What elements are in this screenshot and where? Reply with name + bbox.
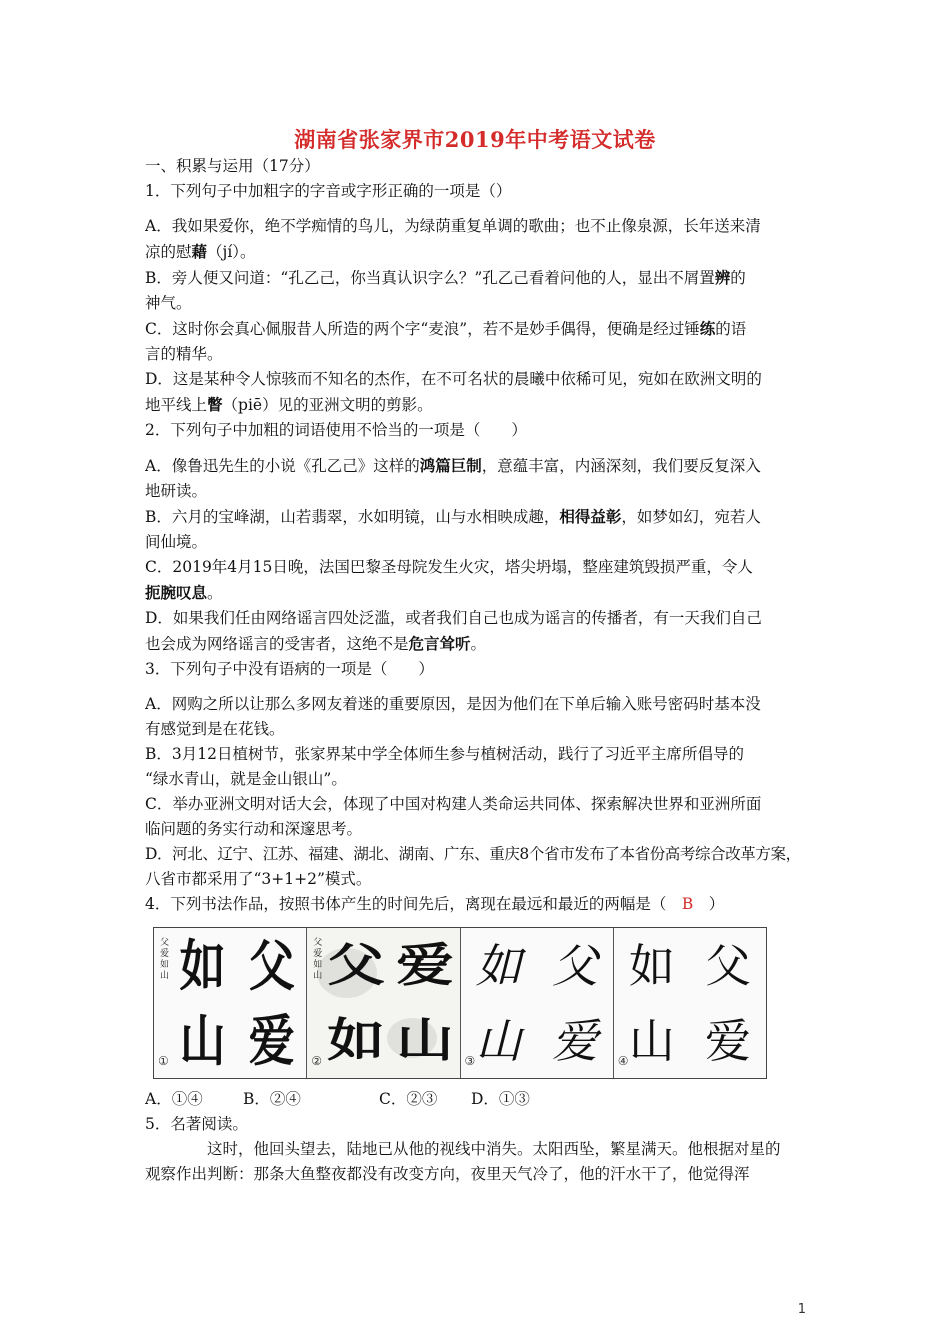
bold-char: 练 <box>699 319 716 338</box>
bold-phrase: 相得益彰 <box>559 507 622 526</box>
calligraphy-char: 如 <box>179 933 226 998</box>
calligraphy-char: 爱 <box>551 1013 598 1068</box>
calligraphy-char: 如 <box>327 1014 385 1066</box>
q3-option-d-cont: 八省市都采用了“3+1+2”模式。 <box>145 870 372 888</box>
q2-option-b-cont: 间仙境。 <box>145 533 208 551</box>
q1-option-d-cont: 地平线上瞥（piē）见的亚洲文明的剪影。 <box>145 395 433 414</box>
bold-char: 藉 <box>191 242 208 261</box>
q1-option-b: B．旁人便又问道：“孔乙己，你当真认识字么？”孔乙己看着问他的人，显出不屑置辨的 <box>145 268 746 287</box>
q2-option-a: A．像鲁迅先生的小说《孔乙己》这样的鸿篇巨制，意蕴丰富，内涵深刻，我们要反复深入 <box>145 456 761 475</box>
panel-number: ③ <box>464 1054 476 1068</box>
calligraphy-image <box>153 927 767 1079</box>
calligraphy-panel-3 <box>461 928 614 1078</box>
q3-option-b-cont: “绿水青山，就是金山银山”。 <box>145 770 347 788</box>
panel-inscription: 父爱如山 <box>313 938 323 981</box>
calligraphy-char: 如 <box>628 938 675 993</box>
q5-passage-line-1: 这时，他回头望去，陆地已从他的视线中消失。太阳西坠，繁星满天。他根据对星的 <box>207 1140 781 1158</box>
q3-option-d: D．河北、辽宁、江苏、福建、湖北、湖南、广东、重庆8个省市发布了本省份高考综合改革方案， <box>145 845 801 863</box>
calligraphy-char: 如 <box>475 938 522 993</box>
q2-option-a-cont: 地研读。 <box>145 482 208 500</box>
exam-title: 湖南省张家界市2019年中考语文试卷 <box>294 127 656 152</box>
q3-option-c: C．举办亚洲文明对话大会，体现了中国对构建人类命运共同体、探索解决世界和亚洲所面 <box>145 795 762 813</box>
q1-option-a-cont: 凉的慰藉（jí）。 <box>145 242 256 261</box>
q4-option-a: A．①④ <box>145 1090 203 1108</box>
calligraphy-panel-1 <box>154 928 307 1078</box>
calligraphy-panel-4 <box>614 928 766 1078</box>
bold-phrase: 扼腕叹息 <box>145 583 208 602</box>
panel-number: ② <box>311 1054 323 1068</box>
bold-char: 瞥 <box>207 395 223 414</box>
calligraphy-char: 父 <box>551 938 598 993</box>
q4-option-d: D．①③ <box>471 1090 530 1108</box>
q1-option-b-cont: 神气。 <box>145 294 192 312</box>
q2-option-d-cont: 也会成为网络谣言的受害者，这绝不是危言耸听。 <box>145 634 487 653</box>
q1-option-c: C．这时你会真心佩服昔人所造的两个字“麦浪”，若不是妙手偶得，便确是经过锤练的语 <box>145 319 747 338</box>
calligraphy-char: 山 <box>396 1014 454 1066</box>
calligraphy-char: 山 <box>628 1013 675 1068</box>
panel-number: ① <box>158 1054 169 1068</box>
exam-content <box>145 154 810 1187</box>
q4-options <box>145 1087 810 1112</box>
bold-phrase: 鸿篇巨制 <box>419 456 482 475</box>
q1-option-d: D．这是某种令人惊骇而不知名的杰作，在不可名状的晨曦中依稀可见，宛如在欧洲文明的 <box>145 370 762 388</box>
q2-option-c: C．2019年4月15日晚，法国巴黎圣母院发生火灾，塔尖坍塌，整座建筑毁损严重，令人 <box>145 558 753 576</box>
calligraphy-char: 父 <box>704 938 751 993</box>
answer-mark: B <box>681 895 694 913</box>
q1-option-c-cont: 言的精华。 <box>145 345 223 363</box>
q3-option-a-cont: 有感觉到是在花钱。 <box>145 720 285 738</box>
q4-option-c: C．②③ <box>379 1090 438 1108</box>
calligraphy-char: 爱 <box>396 939 454 991</box>
bold-phrase: 危言耸听 <box>408 634 471 653</box>
panel-number: ④ <box>617 1054 629 1068</box>
q2-stem: 2．下列句子中加粗的词语使用不恰当的一项是（ ） <box>145 421 527 439</box>
section-heading: 一、积累与运用（17分） <box>145 157 320 175</box>
calligraphy-panel-2 <box>307 928 460 1078</box>
q3-option-c-cont: 临问题的务实行动和深邃思考。 <box>145 820 363 838</box>
calligraphy-char: 父 <box>327 939 385 991</box>
calligraphy-char: 爱 <box>704 1013 751 1068</box>
q3-option-b: B．3月12日植树节，张家界某中学全体师生参与植树活动，践行了习近平主席所倡导的 <box>145 745 744 763</box>
q4-option-b: B．②④ <box>243 1090 301 1108</box>
panel-inscription: 父爱如山 <box>160 938 170 981</box>
calligraphy-char: 父 <box>248 933 295 998</box>
q1-stem: 1．下列句子中加粗字的字音或字形正确的一项是（） <box>145 182 512 200</box>
q2-option-c-cont: 扼腕叹息。 <box>145 583 223 602</box>
q2-option-b: B．六月的宝峰湖，山若翡翠，水如明镜，山与水相映成趣，相得益彰，如梦如幻，宛若人 <box>145 507 761 526</box>
q2-option-d: D．如果我们任由网络谣言四处泛滥，或者我们自己也成为谣言的传播者，有一天我们自己 <box>145 609 762 627</box>
q3-stem: 3．下列句子中没有语病的一项是（ ） <box>145 660 434 678</box>
calligraphy-char: 爱 <box>248 1008 295 1073</box>
q1-option-a: A．我如果爱你，绝不学痴情的鸟儿，为绿荫重复单调的歌曲；也不止像泉源，长年送来清 <box>145 217 761 235</box>
q3-option-a: A．网购之所以让那么多网友着迷的重要原因，是因为他们在下单后输入账号密码时基本没 <box>145 695 761 713</box>
q5-passage-line-2: 观察作出判断：那条大鱼整夜都没有改变方向，夜里天气冷了，他的汗水干了，他觉得浑 <box>145 1165 750 1183</box>
bold-char: 辨 <box>714 268 731 287</box>
q5-stem: 5．名著阅读。 <box>145 1115 248 1133</box>
calligraphy-char: 山 <box>179 1008 226 1073</box>
calligraphy-char: 山 <box>475 1013 522 1068</box>
q4-stem: 4．下列书法作品，按照书体产生的时间先后，离现在最远和最近的两幅是（ B ） <box>145 895 725 913</box>
page-number: 1 <box>797 1302 806 1317</box>
